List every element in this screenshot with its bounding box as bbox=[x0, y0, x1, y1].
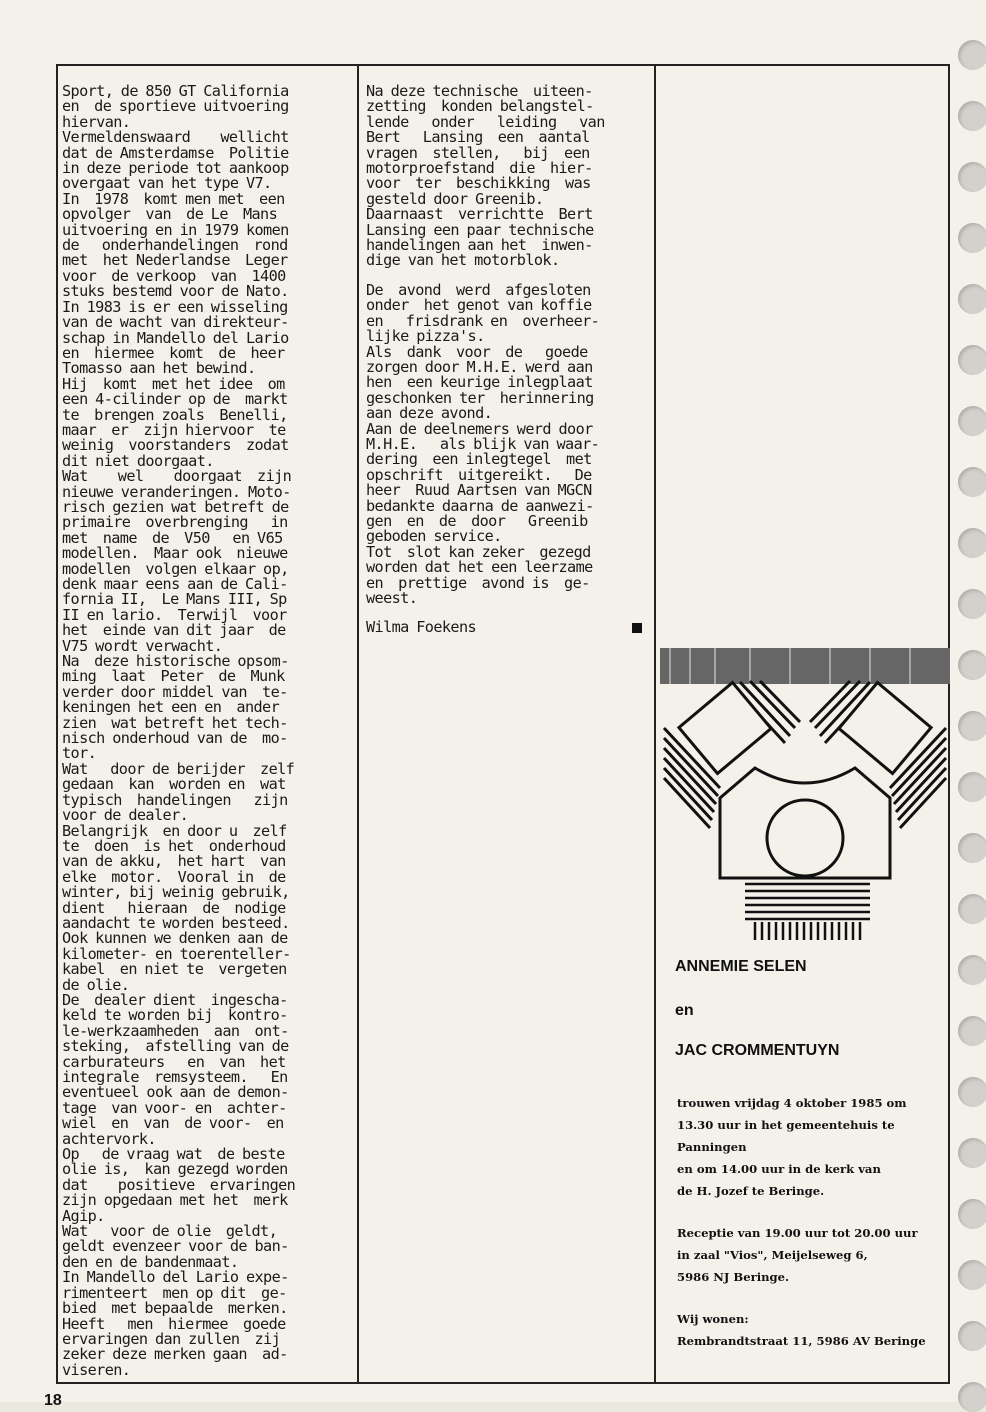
text-line: Aan de deelnemers werd door bbox=[366, 419, 593, 438]
text-line: rimenteert men op dit ge- bbox=[62, 1283, 287, 1302]
text-line: vragen stellen, bij een bbox=[366, 143, 590, 162]
conjunction: en bbox=[675, 1002, 694, 1019]
binder-hole bbox=[958, 467, 986, 497]
text-line: dige van het motorblok. bbox=[366, 251, 560, 270]
text-line: zijn opgedaan met het merk bbox=[62, 1191, 288, 1210]
text-line: De dealer dient ingescha- bbox=[62, 990, 288, 1009]
text-line: geldt evenzeer voor de ban- bbox=[62, 1237, 289, 1256]
text-line: zorgen door M.H.E. werd aan bbox=[366, 357, 593, 376]
text-line: Wat voor de olie geldt, bbox=[62, 1222, 278, 1241]
text-line: Heeft men hiermee goede bbox=[62, 1314, 286, 1333]
text-line: heer Ruud Aartsen van MGCN bbox=[366, 481, 592, 500]
column-divider bbox=[357, 64, 359, 1384]
binder-hole bbox=[958, 223, 986, 253]
binder-hole bbox=[958, 1260, 986, 1290]
text-line: met het Nederlandse Leger bbox=[62, 251, 288, 270]
binder-hole bbox=[958, 772, 986, 802]
text-line: ming laat Peter de Munk bbox=[62, 667, 285, 686]
text-line: stuks bestemd voor de Nato. bbox=[62, 282, 289, 301]
text-line: dering een inlegtegel met bbox=[366, 450, 592, 469]
text-line: primaire overbrenging in bbox=[62, 513, 288, 532]
text-line: worden dat het een leerzame bbox=[366, 558, 593, 577]
binder-hole bbox=[958, 1382, 986, 1412]
text-line: nieuwe veranderingen. Moto- bbox=[62, 482, 291, 501]
text-line: weest. bbox=[366, 589, 418, 607]
end-mark-icon bbox=[632, 623, 642, 633]
text-line: Bert Lansing een aantal bbox=[366, 128, 590, 147]
text-line: onder het genot van koffie bbox=[366, 296, 592, 315]
text-line: Tomasso aan het bewind. bbox=[62, 359, 256, 378]
text-line: het einde van dit jaar de bbox=[62, 621, 286, 640]
binder-hole bbox=[958, 1199, 986, 1229]
text-line: kilometer- en toerenteller- bbox=[62, 944, 291, 963]
bride-name: ANNEMIE SELEN bbox=[675, 958, 807, 975]
text-line: modellen. Maar ook nieuwe bbox=[62, 544, 288, 563]
binder-hole bbox=[958, 1016, 986, 1046]
text-line: hen een keurige inlegplaat bbox=[366, 373, 593, 392]
text-line: Wat door de berijder zelf bbox=[62, 759, 295, 778]
text-line: dient hieraan de nodige bbox=[62, 898, 286, 917]
author-name: Wilma Foekens bbox=[366, 618, 477, 637]
text-line: en de sportieve uitvoering bbox=[62, 97, 289, 116]
binder-hole bbox=[958, 894, 986, 924]
binder-hole bbox=[958, 40, 986, 70]
text-line: en frisdrank en overheer- bbox=[366, 311, 600, 330]
text-line: de onderhandelingen rond bbox=[62, 236, 288, 255]
text-line: den en de bandenmaat. bbox=[62, 1252, 239, 1271]
address-label: Wij wonen: bbox=[677, 1312, 749, 1326]
text-line: keningen het een en ander bbox=[62, 698, 280, 717]
text-line: geschonken ter herinnering bbox=[366, 388, 594, 407]
text-line: eventueel ook aan de demon- bbox=[62, 1083, 289, 1102]
text-line: weinig voorstanders zodat bbox=[62, 436, 289, 455]
text-line: Sport, de 850 GT California bbox=[62, 82, 289, 100]
text-line: Als dank voor de goede bbox=[366, 342, 588, 361]
binder-hole bbox=[958, 833, 986, 863]
text-line: tor. bbox=[62, 744, 97, 763]
text-line: voor de verkoop van 1400 bbox=[62, 266, 286, 285]
text-line: Belangrijk en door u zelf bbox=[62, 821, 287, 840]
text-line: Wat wel doorgaat zijn bbox=[62, 467, 292, 486]
text-line: carburateurs en van het bbox=[62, 1052, 286, 1071]
text-line: wiel en van de voor- en bbox=[62, 1114, 284, 1133]
text-line: maar er zijn hiervoor te bbox=[62, 420, 286, 439]
text-line: nisch onderhoud van de mo- bbox=[62, 729, 288, 748]
binder-hole bbox=[958, 284, 986, 314]
text-line: Na deze historische opsom- bbox=[62, 652, 289, 671]
text-line: in deze periode tot aankoop bbox=[62, 159, 289, 178]
text-line: integrale remsysteem. En bbox=[62, 1068, 288, 1086]
binder-hole bbox=[958, 345, 986, 375]
text-line: Agip. bbox=[62, 1206, 105, 1225]
text-line: II en lario. Terwijl voor bbox=[62, 605, 287, 624]
text-line: voor ter beschikking was bbox=[366, 174, 591, 193]
text-line: Ook kunnen we denken aan de bbox=[62, 929, 288, 948]
binder-hole bbox=[958, 589, 986, 619]
text-line: steking, afstelling van de bbox=[62, 1037, 289, 1056]
column-divider bbox=[654, 64, 656, 1384]
text-line: te doen is het onderhoud bbox=[62, 836, 286, 855]
text-line: met name de V50 en V65 bbox=[62, 528, 283, 547]
text-line: gedaan kan worden en wat bbox=[62, 775, 286, 794]
wedding-announcement bbox=[660, 648, 950, 1380]
article-signature bbox=[366, 620, 650, 635]
text-line: kabel en niet te vergeten bbox=[62, 960, 287, 979]
text-line: de olie. bbox=[62, 975, 130, 994]
text-line: fornia II, Le Mans III, Sp bbox=[62, 590, 287, 609]
text-line: De avond werd afgesloten bbox=[366, 280, 591, 299]
text-line: aandacht te worden besteed. bbox=[62, 913, 290, 932]
binder-hole bbox=[958, 955, 986, 985]
text-line: Na deze technische uiteen- bbox=[366, 82, 593, 100]
text-line: winter, bij weinig gebruik, bbox=[62, 883, 290, 902]
text-line: Daarnaast verrichtte Bert bbox=[366, 205, 593, 224]
reception-line: Receptie van 19.00 uur tot 20.00 uur bbox=[677, 1226, 918, 1240]
text-line: elke motor. Vooral in de bbox=[62, 867, 286, 886]
text-line: opvolger van de Le Mans bbox=[62, 205, 278, 224]
text-line: verder door middel van te- bbox=[62, 682, 288, 701]
text-line: schap in Mandello del Lario bbox=[62, 328, 289, 347]
text-line: opschrift uitgereikt. De bbox=[366, 465, 592, 484]
text-line: en prettige avond is ge- bbox=[366, 573, 590, 592]
binder-hole bbox=[958, 406, 986, 436]
text-line: tage van voor- en achter- bbox=[62, 1098, 287, 1117]
wedding-line: en om 14.00 uur in de kerk van bbox=[677, 1162, 881, 1176]
text-line: te brengen zoals Benelli, bbox=[62, 405, 288, 424]
text-line: risch gezien wat betreft de bbox=[62, 497, 289, 516]
text-line: In Mandello del Lario expe- bbox=[62, 1268, 289, 1287]
page-number: 18 bbox=[44, 1392, 62, 1409]
text-line: motorproefstand die hier- bbox=[366, 159, 593, 178]
text-line: bied met bepaalde merken. bbox=[62, 1299, 288, 1318]
article-column-1 bbox=[62, 84, 354, 1378]
text-line: Tot slot kan zeker gezegd bbox=[366, 542, 591, 561]
text-line: zeker deze merken gaan ad- bbox=[62, 1345, 288, 1364]
text-line: gesteld door Greenib. bbox=[366, 189, 544, 208]
text-line: V75 wordt verwacht. bbox=[62, 636, 223, 655]
article-column-2 bbox=[366, 84, 650, 636]
text-line: uitvoering en in 1979 komen bbox=[62, 220, 289, 239]
text-line: modellen volgen elkaar op, bbox=[62, 559, 289, 578]
text-line: typisch handelingen zijn bbox=[62, 790, 288, 809]
binder-holes bbox=[958, 40, 986, 1400]
text-line: voor de dealer. bbox=[62, 806, 189, 825]
article-paragraph-closing bbox=[366, 280, 650, 607]
text-line: en hiermee komt de heer bbox=[62, 343, 285, 362]
text-line: van de wacht van direkteur- bbox=[62, 313, 289, 332]
text-line: dit niet doorgaat. bbox=[62, 451, 214, 470]
text-line: een 4-cilinder op de markt bbox=[62, 390, 288, 409]
text-line: zien wat betreft het tech- bbox=[62, 713, 288, 732]
binder-hole bbox=[958, 528, 986, 558]
wedding-line: trouwen vrijdag 4 oktober 1985 om bbox=[677, 1096, 907, 1110]
text-line: Hij komt met het idee om bbox=[62, 374, 285, 393]
article-paragraph-meeting bbox=[366, 84, 650, 269]
binder-hole bbox=[958, 162, 986, 192]
text-line: ervaringen dan zullen zij bbox=[62, 1329, 281, 1348]
wedding-line: Panningen bbox=[677, 1140, 747, 1154]
text-line: dat positieve ervaringen bbox=[62, 1175, 296, 1194]
text-line: viseren. bbox=[62, 1360, 131, 1379]
reception-line: in zaal "Vios", Meijelseweg 6, bbox=[677, 1248, 868, 1262]
binder-hole bbox=[958, 1138, 986, 1168]
text-line: geboden service. bbox=[366, 527, 502, 546]
text-line: overgaat van het type V7. bbox=[62, 174, 272, 193]
text-line: aan deze avond. bbox=[366, 404, 493, 423]
binder-hole bbox=[958, 1077, 986, 1107]
text-line: olie is, kan gezegd worden bbox=[62, 1160, 288, 1179]
text-line: van de akku, het hart van bbox=[62, 852, 286, 871]
groom-name: JAC CROMMENTUYN bbox=[675, 1042, 840, 1059]
text-line: lende onder leiding van bbox=[366, 112, 605, 131]
text-line: handelingen aan het inwen- bbox=[366, 236, 593, 255]
text-line: le-werkzaamheden aan ont- bbox=[62, 1021, 289, 1040]
binder-hole bbox=[958, 711, 986, 741]
engine-illustration bbox=[660, 648, 950, 948]
text-line: lijke pizza's. bbox=[366, 327, 485, 346]
binder-hole bbox=[958, 650, 986, 680]
text-line: keld te worden bij kontro- bbox=[62, 1006, 288, 1025]
text-line: zetting konden belangstel- bbox=[366, 97, 594, 116]
wedding-line: 13.30 uur in het gemeentehuis te bbox=[677, 1118, 895, 1132]
text-line: dat de Amsterdamse Politie bbox=[62, 143, 289, 162]
text-line: Vermeldenswaard wellicht bbox=[62, 128, 289, 147]
text-line: hiervan. bbox=[62, 112, 131, 131]
binder-hole bbox=[958, 1321, 986, 1351]
reception-line: 5986 NJ Beringe. bbox=[677, 1270, 790, 1284]
address: Rembrandtstraat 11, 5986 AV Beringe bbox=[677, 1334, 926, 1348]
text-line: denk maar eens aan de Cali- bbox=[62, 575, 288, 593]
text-line: In 1978 komt men met een bbox=[62, 189, 285, 208]
wedding-line: de H. Jozef te Beringe. bbox=[677, 1184, 825, 1198]
text-line: achtervork. bbox=[62, 1129, 156, 1148]
text-line: gen en de door Greenib bbox=[366, 511, 588, 530]
binder-hole bbox=[958, 101, 986, 131]
text-line: bedankte daarna de aanwezi- bbox=[366, 496, 594, 515]
text-line: In 1983 is er een wisseling bbox=[62, 297, 288, 316]
text-line: Op de vraag wat de beste bbox=[62, 1145, 285, 1164]
text-line: Lansing een paar technische bbox=[366, 220, 594, 239]
text-line: M.H.E. als blijk van waar- bbox=[366, 434, 600, 453]
